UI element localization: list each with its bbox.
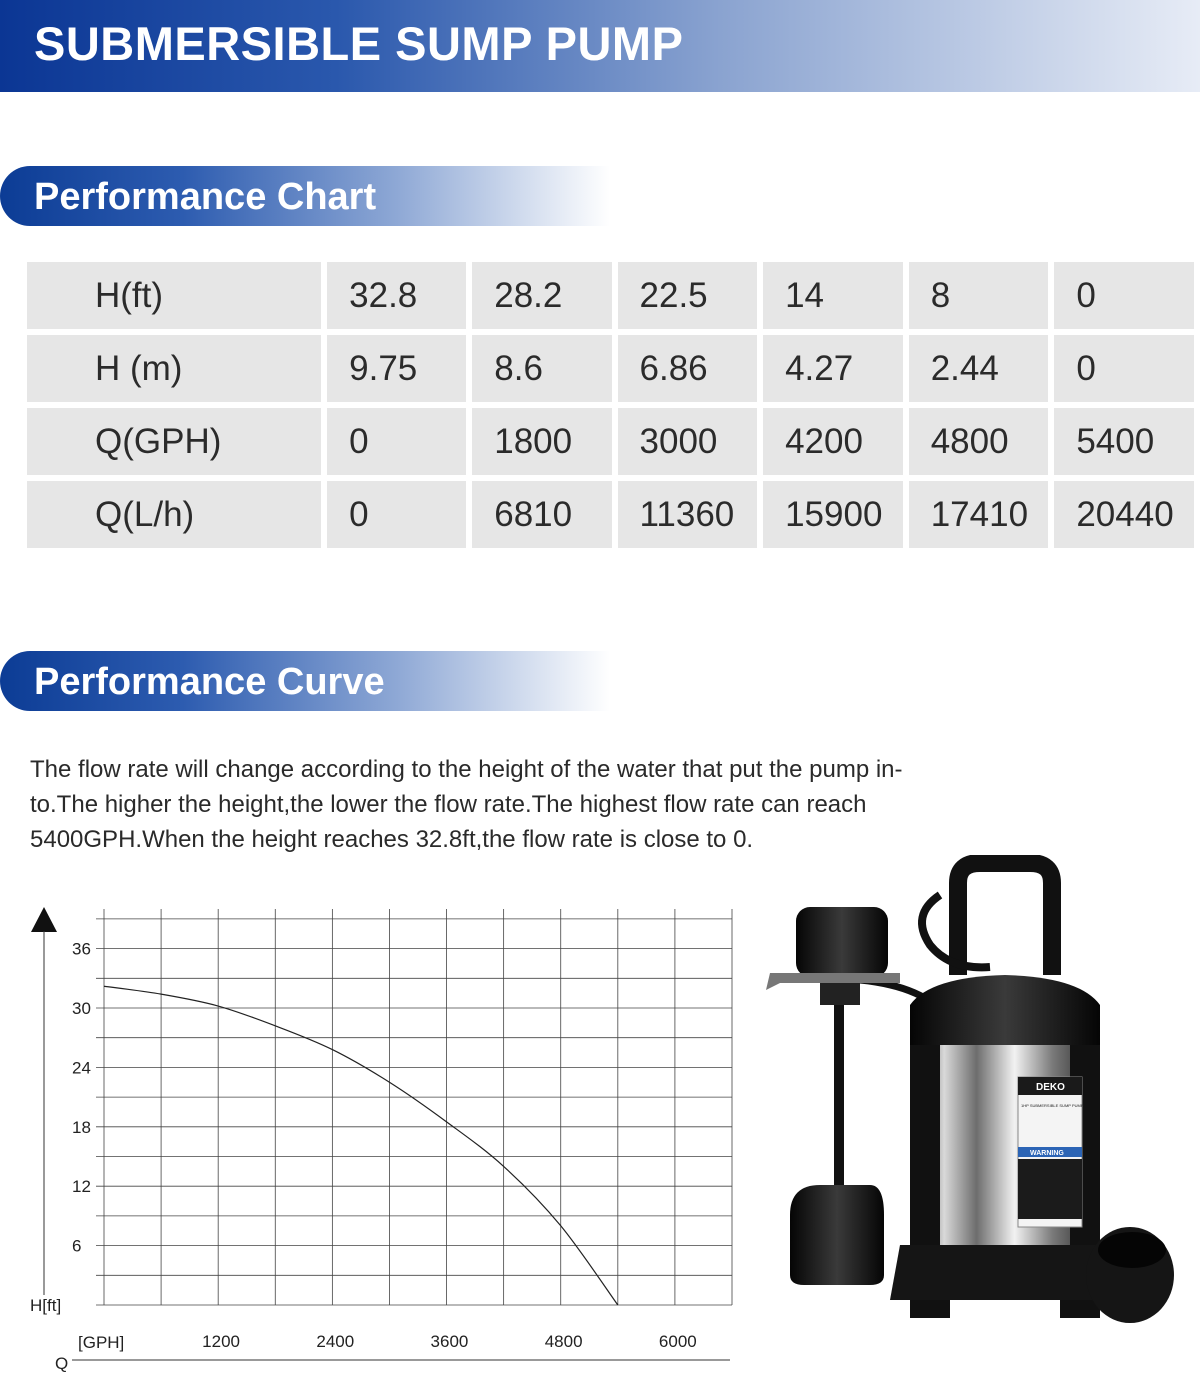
table-cell: 15900	[763, 481, 903, 548]
x-axis-letter: Q	[55, 1354, 69, 1372]
y-tick-label: 30	[72, 999, 91, 1018]
y-axis-label: H[ft]	[30, 1296, 62, 1315]
table-cell: 14	[763, 262, 903, 329]
float-switch-head	[796, 907, 888, 977]
pump-warning: WARNING	[1030, 1150, 1064, 1157]
performance-curve-chart	[0, 895, 760, 1372]
float-ball	[790, 1185, 884, 1285]
performance-chart-title: Performance Chart	[34, 176, 377, 218]
pump-product-image	[760, 855, 1180, 1335]
performance-curve-header	[0, 651, 610, 711]
x-tick-label: 6000	[658, 1332, 697, 1351]
performance-table	[21, 256, 1200, 554]
y-axis-arrow-icon	[31, 907, 57, 932]
y-tick-label: 12	[72, 1177, 91, 1197]
table-cell: 0	[327, 481, 466, 548]
table-cell: 3000	[618, 408, 758, 475]
x-tick-label: 4800	[544, 1332, 583, 1351]
x-axis-label: [GPH]	[78, 1333, 125, 1352]
table-cell: 0	[1054, 335, 1194, 402]
table-cell: 4800	[909, 408, 1049, 475]
pump-illustration	[760, 855, 1180, 1335]
series-line	[104, 986, 618, 1305]
y-tick-label: 36	[72, 939, 91, 959]
pump-top-cap	[910, 975, 1100, 1045]
row-label: Q(GPH)	[27, 408, 321, 475]
x-tick-label: 3600	[430, 1332, 469, 1351]
row-label: Q(L/h)	[27, 481, 321, 548]
table-cell: 8.6	[472, 335, 611, 402]
float-rod	[834, 1005, 844, 1205]
x-tick-label: 1200	[202, 1332, 241, 1351]
description-line: The flow rate will change according to the height of the water that put the pump in-	[30, 756, 903, 783]
pump-brand: DEKO	[1036, 1082, 1065, 1093]
table-row	[27, 408, 1194, 475]
page-title: SUBMERSIBLE SUMP PUMP	[34, 17, 684, 70]
description-line: to.The higher the height,the lower the flow rate.The highest flow rate can reach	[30, 791, 867, 818]
table-cell: 32.8	[327, 262, 466, 329]
performance-chart-header	[0, 166, 610, 226]
table-row	[27, 335, 1194, 402]
table-cell: 5400	[1054, 408, 1194, 475]
y-tick-label: 24	[72, 1058, 91, 1078]
row-label: H (m)	[27, 335, 321, 402]
table-cell: 20440	[1054, 481, 1194, 548]
table-cell: 9.75	[327, 335, 466, 402]
chart-grid	[72, 909, 732, 1360]
table-cell: 2.44	[909, 335, 1049, 402]
table-cell: 11360	[618, 481, 758, 548]
pump-base	[890, 1245, 1120, 1300]
table-cell: 4.27	[763, 335, 903, 402]
table-row	[27, 262, 1194, 329]
row-label: H(ft)	[27, 262, 321, 329]
pump-label-title: 1HP SUBMERSIBLE SUMP PUMP	[1021, 1103, 1084, 1108]
table-cell: 6.86	[618, 335, 758, 402]
table-cell: 0	[1054, 262, 1194, 329]
performance-curve-title: Performance Curve	[34, 661, 385, 703]
table-cell: 4200	[763, 408, 903, 475]
description-line: 5400GPH.When the height reaches 32.8ft,the flow rate is close to 0.	[30, 826, 754, 853]
pump-handle	[958, 863, 1052, 975]
curve-description	[30, 752, 950, 857]
table-row	[27, 481, 1194, 548]
curve-svg	[0, 895, 760, 1372]
table-cell: 1800	[472, 408, 611, 475]
x-tick-label: 2400	[316, 1332, 355, 1351]
top-banner	[0, 0, 1200, 92]
y-tick-label: 6	[72, 1236, 82, 1256]
table-cell: 0	[327, 408, 466, 475]
table-cell: 22.5	[618, 262, 758, 329]
table-cell: 17410	[909, 481, 1049, 548]
y-tick-label: 18	[72, 1117, 91, 1137]
table-cell: 6810	[472, 481, 611, 548]
table-cell: 28.2	[472, 262, 611, 329]
table-cell: 8	[909, 262, 1049, 329]
